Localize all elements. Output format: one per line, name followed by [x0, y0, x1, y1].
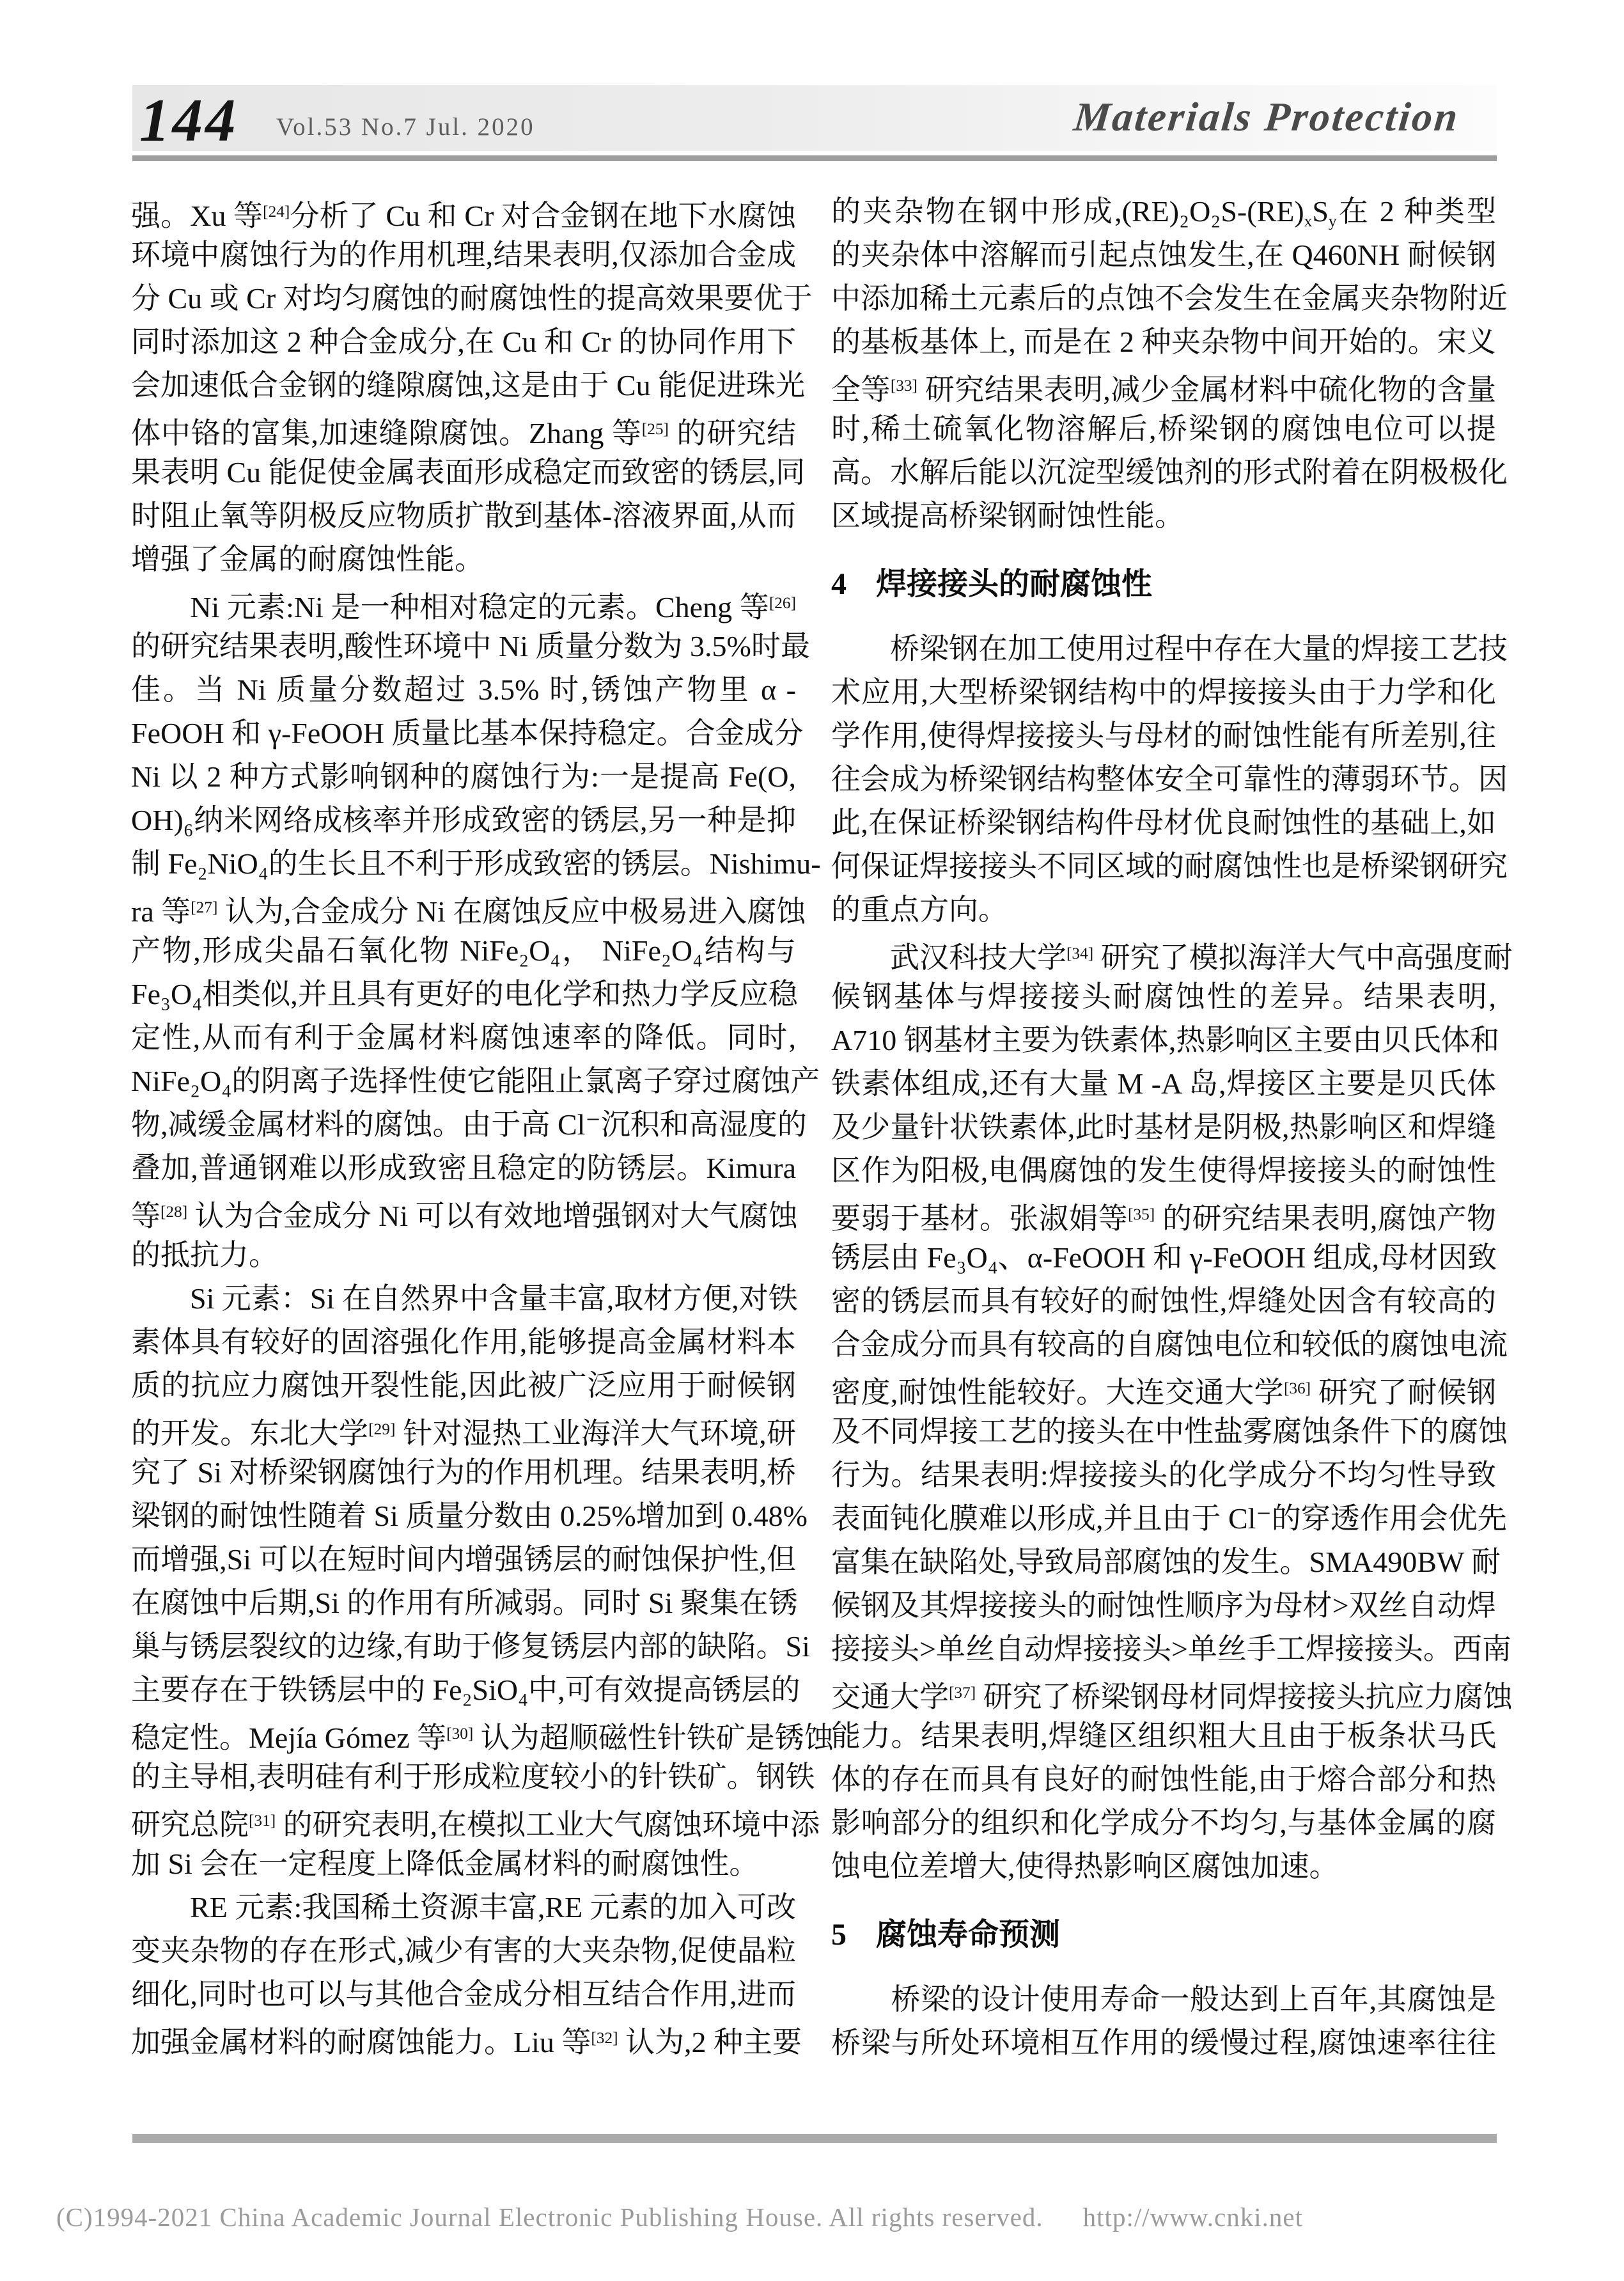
- text-line: 体的存在而具有良好的耐蚀性能,由于熔合部分和热: [831, 1763, 1496, 1796]
- text-line: ra 等[27] 认为,合金成分 Ni 在腐蚀反应中极易进入腐蚀: [131, 895, 806, 928]
- text-line: 果表明 Cu 能促使金属表面形成稳定而致密的锈层,同: [131, 456, 806, 489]
- text-line: Fe₃O₄相类似,并且具有更好的电化学和热力学反应稳: [131, 978, 798, 1010]
- text-line: 增强了金属的耐腐蚀性能。: [131, 543, 484, 576]
- text-line: 桥梁与所处环境相互作用的缓慢过程,腐蚀速率往往: [831, 2026, 1496, 2059]
- text-line: 的重点方向。: [831, 893, 1008, 926]
- reference-superscript: [32]: [591, 2029, 618, 2047]
- text-line: 行为。结果表明:焊接接头的化学成分不均匀性导致: [831, 1459, 1496, 1491]
- text-line: 的夹杂物在钢中形成$,(RE)_2O_2S-(RE)_xS_y$在 2 种类型: [831, 195, 1497, 230]
- reference-superscript: [26]: [769, 594, 796, 612]
- text-line: 往会成为桥梁钢结构整体安全可靠性的薄弱环节。因: [831, 763, 1508, 796]
- reference-superscript: [31]: [249, 1812, 276, 1830]
- text-line: Si 元素：Si 在自然界中含量丰富,取材方便,对铁: [131, 1282, 798, 1315]
- text-line: 影响部分的组织和化学成分不均匀,与基体金属的腐: [831, 1807, 1496, 1839]
- footer-url: http://www.cnki.net: [1082, 2202, 1303, 2232]
- text-line: 环境中腐蚀行为的作用机理,结果表明,仅添加合金成: [131, 239, 796, 271]
- text-line: 强。Xu 等[24]分析了 Cu 和 Cr 对合金钢在地下水腐蚀: [131, 200, 796, 232]
- text-line: 术应用,大型桥梁钢结构中的焊接接头由于力学和化: [831, 676, 1496, 709]
- text-line: 区域提高桥梁钢耐蚀性能。: [831, 499, 1184, 532]
- section-heading: [831, 562, 1496, 607]
- reference-superscript: [28]: [160, 1203, 188, 1221]
- text-line: 巢与锈层裂纹的边缘,有助于修复锈层内部的缺陷。Si: [131, 1630, 810, 1663]
- text-line: 候钢基体与焊接接头耐腐蚀性的差异。结果表明,: [831, 980, 1496, 1013]
- text-line: 铁素体组成,还有大量 M -A 岛,焊接区主要是贝氏体: [831, 1067, 1496, 1100]
- text-line: 要弱于基材。张淑娟等[35] 的研究结果表明,腐蚀产物: [831, 1202, 1497, 1235]
- text-line: 密的锈层而具有较好的耐蚀性,焊缝处因含有较高的: [831, 1285, 1496, 1317]
- text-line: 叠加,普通钢难以形成致密且稳定的防锈层。Kimura: [131, 1152, 796, 1184]
- text-line: 区作为阳极,电偶腐蚀的发生使得焊接接头的耐蚀性: [831, 1154, 1496, 1187]
- text-line: 产物,形成尖晶石氧化物 NiFe₂O₄， NiFe₂O₄结构与: [131, 934, 796, 967]
- text-line: RE 元素:我国稀土资源丰富,RE 元素的加入可改: [131, 1891, 796, 1924]
- text-line: NiFe₂O₄的阴离子选择性使它能阻止氯离子穿过腐蚀产: [131, 1065, 820, 1097]
- page-number: 144: [139, 86, 238, 154]
- header-rule: [132, 155, 1497, 161]
- chemical-subscript: x: [1304, 212, 1313, 230]
- reference-superscript: [36]: [1283, 1379, 1311, 1397]
- section-heading: [831, 1913, 1496, 1957]
- text-line: 等[28] 认为合金成分 Ni 可以有效地增强钢对大气腐蚀: [131, 1200, 798, 1232]
- reference-superscript: [25]: [641, 420, 669, 438]
- text-line: 定性,从而有利于金属材料腐蚀速率的降低。同时,: [131, 1021, 796, 1054]
- text-line: OH)₆纳米网络成核率并形成致密的锈层,另一种是抑: [131, 804, 796, 836]
- text-line: 的抵抗力。: [131, 1239, 278, 1271]
- issue-info: Vol.53 No.7 Jul. 2020: [276, 113, 535, 141]
- text-line: 时,稀土硫氧化物溶解后,桥梁钢的腐蚀电位可以提: [831, 412, 1496, 445]
- text-line: 佳。当 Ni 质量分数超过 3.5% 时,锈蚀产物里 α -: [131, 673, 796, 706]
- text-line: 交通大学[37] 研究了桥梁钢母材同焊接接头抗应力腐蚀: [831, 1681, 1513, 1713]
- text-line: 物,减缓金属材料的腐蚀。由于高 Cl⁻沉积和高湿度的: [131, 1108, 807, 1141]
- right-text-column: [831, 190, 1513, 2065]
- text-line: 及少量针状铁素体,此时基材是阴极,热影响区和焊缝: [831, 1111, 1496, 1143]
- text-line: 的夹杂体中溶解而引起点蚀发生,在 Q460NH 耐候钢: [831, 239, 1496, 271]
- chemical-subscript: y: [1328, 212, 1337, 230]
- reference-superscript: [34]: [1066, 945, 1094, 962]
- text-line: 武汉科技大学[34] 研究了模拟海洋大气中高强度耐: [831, 941, 1513, 974]
- text-line: 变夹杂物的存在形式,减少有害的大夹杂物,促使晶粒: [131, 1934, 796, 1967]
- reference-superscript: [27]: [191, 898, 218, 916]
- text-line: 合金成分而具有较高的自腐蚀电位和较低的腐蚀电流: [831, 1328, 1508, 1361]
- text-line: 的研究结果表明,酸性环境中 Ni 质量分数为 3.5%时最: [131, 630, 810, 662]
- section-number: 4: [831, 567, 847, 601]
- text-line: 的主导相,表明硅有利于形成粒度较小的针铁矿。钢铁: [131, 1760, 815, 1793]
- text-line: 桥梁的设计使用寿命一般达到上百年,其腐蚀是: [831, 1983, 1496, 2016]
- text-line: 锈层由 Fe₃O₄、α-FeOOH 和 γ-FeOOH 组成,母材因致: [831, 1241, 1497, 1274]
- reference-superscript: [30]: [446, 1725, 474, 1743]
- text-line: 梁钢的耐蚀性随着 Si 质量分数由 0.25%增加到 0.48%: [131, 1500, 808, 1532]
- footer: [56, 2202, 1303, 2232]
- footer-copyright: (C)1994-2021 China Academic Journal Electronic Publishing House. All rights reserved.: [56, 2202, 1043, 2232]
- text-line: 体中铬的富集,加速缝隙腐蚀。Zhang 等[25] 的研究结: [131, 417, 797, 450]
- text-line: 会加速低合金钢的缝隙腐蚀,这是由于 Cu 能促进珠光: [131, 369, 806, 402]
- text-line: A710 钢基材主要为铁素体,热影响区主要由贝氏体和: [831, 1024, 1500, 1056]
- text-line: 何保证焊接接头不同区域的耐腐蚀性也是桥梁钢研究: [831, 850, 1508, 882]
- text-line: 而增强,Si 可以在短时间内增强锈层的耐蚀保护性,但: [131, 1543, 796, 1576]
- left-text-column: [131, 190, 834, 2060]
- text-line: 时阻止氧等阴极反应物质扩散到基体-溶液界面,从而: [131, 499, 796, 532]
- text-line: 的开发。东北大学[29] 针对湿热工业海洋大气环境,研: [131, 1417, 797, 1450]
- text-line: 候钢及其焊接接头的耐蚀性顺序为母材>双丝自动焊: [831, 1589, 1496, 1622]
- text-line: 此,在保证桥梁钢结构件母材优良耐蚀性的基础上,如: [831, 806, 1496, 839]
- reference-superscript: [37]: [949, 1684, 976, 1702]
- text-line: 同时添加这 2 种合金成分,在 Cu 和 Cr 的协同作用下: [131, 325, 796, 358]
- section-number: 5: [831, 1918, 847, 1952]
- text-line: Ni 以 2 种方式影响钢种的腐蚀行为:一是提高 Fe(O,: [131, 760, 796, 793]
- section-title: 焊接接头的耐腐蚀性: [876, 567, 1153, 601]
- text-line: 高。水解后能以沉淀型缓蚀剂的形式附着在阴极极化: [831, 456, 1508, 489]
- journal-name: Materials Protection: [1072, 94, 1462, 139]
- text-line: 富集在缺陷处,导致局部腐蚀的发生。SMA490BW 耐: [831, 1546, 1501, 1578]
- text-line: 密度,耐蚀性能较好。大连交通大学[36] 研究了耐候钢: [831, 1376, 1497, 1409]
- text-line: FeOOH 和 γ-FeOOH 质量比基本保持稳定。合金成分: [131, 717, 804, 749]
- text-line: 学作用,使得焊接接头与母材的耐蚀性能有所差别,往: [831, 719, 1496, 752]
- text-line: 分 Cu 或 Cr 对均匀腐蚀的耐腐蚀性的提高效果要优于: [131, 282, 813, 315]
- text-line: 研究总院[31] 的研究表明,在模拟工业大气腐蚀环境中添: [131, 1808, 820, 1841]
- text-line: 接接头>单丝自动焊接接头>单丝手工焊接接头。西南: [831, 1633, 1511, 1665]
- text-line: 加 Si 会在一定程度上降低金属材料的耐腐蚀性。: [131, 1847, 759, 1880]
- reference-superscript: [29]: [368, 1420, 396, 1438]
- text-line: 及不同焊接工艺的接头在中性盐雾腐蚀条件下的腐蚀: [831, 1415, 1508, 1448]
- text-line: 素体具有较好的固溶强化作用,能够提高金属材料本: [131, 1326, 796, 1358]
- text-line: 加强金属材料的耐腐蚀能力。Liu 等[32] 认为,2 种主要: [131, 2026, 802, 2058]
- reference-superscript: [33]: [890, 377, 917, 395]
- text-line: 细化,同时也可以与其他合金成分相互结合作用,进而: [131, 1978, 796, 2011]
- text-line: 制 Fe₂NiO₄的生长且不利于形成致密的锈层。Nishimu-: [131, 847, 821, 880]
- text-line: 能力。结果表明,焊缝区组织粗大且由于板条状马氏: [831, 1720, 1496, 1752]
- text-line: 桥梁钢在加工使用过程中存在大量的焊接工艺技: [831, 632, 1508, 665]
- text-line: 在腐蚀中后期,Si 的作用有所减弱。同时 Si 聚集在锈: [131, 1587, 798, 1619]
- text-line: 的基板基体上, 而是在 2 种夹杂物中间开始的。宋义: [831, 325, 1496, 358]
- text-line: 稳定性。Mejía Gómez 等[30] 认为超顺磁性针铁矿是锈蚀: [131, 1721, 834, 1754]
- bottom-rule: [132, 2134, 1497, 2143]
- text-line: 质的抗应力腐蚀开裂性能,因此被广泛应用于耐候钢: [131, 1369, 796, 1402]
- text-line: Ni 元素:Ni 是一种相对稳定的元素。Cheng 等[26]: [131, 591, 796, 623]
- text-line: 中添加稀土元素后的点蚀不会发生在金属夹杂物附近: [831, 282, 1508, 315]
- section-title: 腐蚀寿命预测: [876, 1918, 1061, 1952]
- text-line: 主要存在于铁锈层中的 Fe₂SiO₄中,可有效提高锈层的: [131, 1674, 800, 1706]
- text-line: 全等[33] 研究结果表明,减少金属材料中硫化物的含量: [831, 373, 1497, 406]
- text-line: 蚀电位差增大,使得热影响区腐蚀加速。: [831, 1850, 1339, 1883]
- text-line: 究了 Si 对桥梁钢腐蚀行为的作用机理。结果表明,桥: [131, 1456, 796, 1489]
- text-line: 表面钝化膜难以形成,并且由于 Cl⁻的穿透作用会优先: [831, 1502, 1507, 1535]
- reference-superscript: [35]: [1128, 1205, 1155, 1223]
- reference-superscript: [24]: [263, 203, 290, 221]
